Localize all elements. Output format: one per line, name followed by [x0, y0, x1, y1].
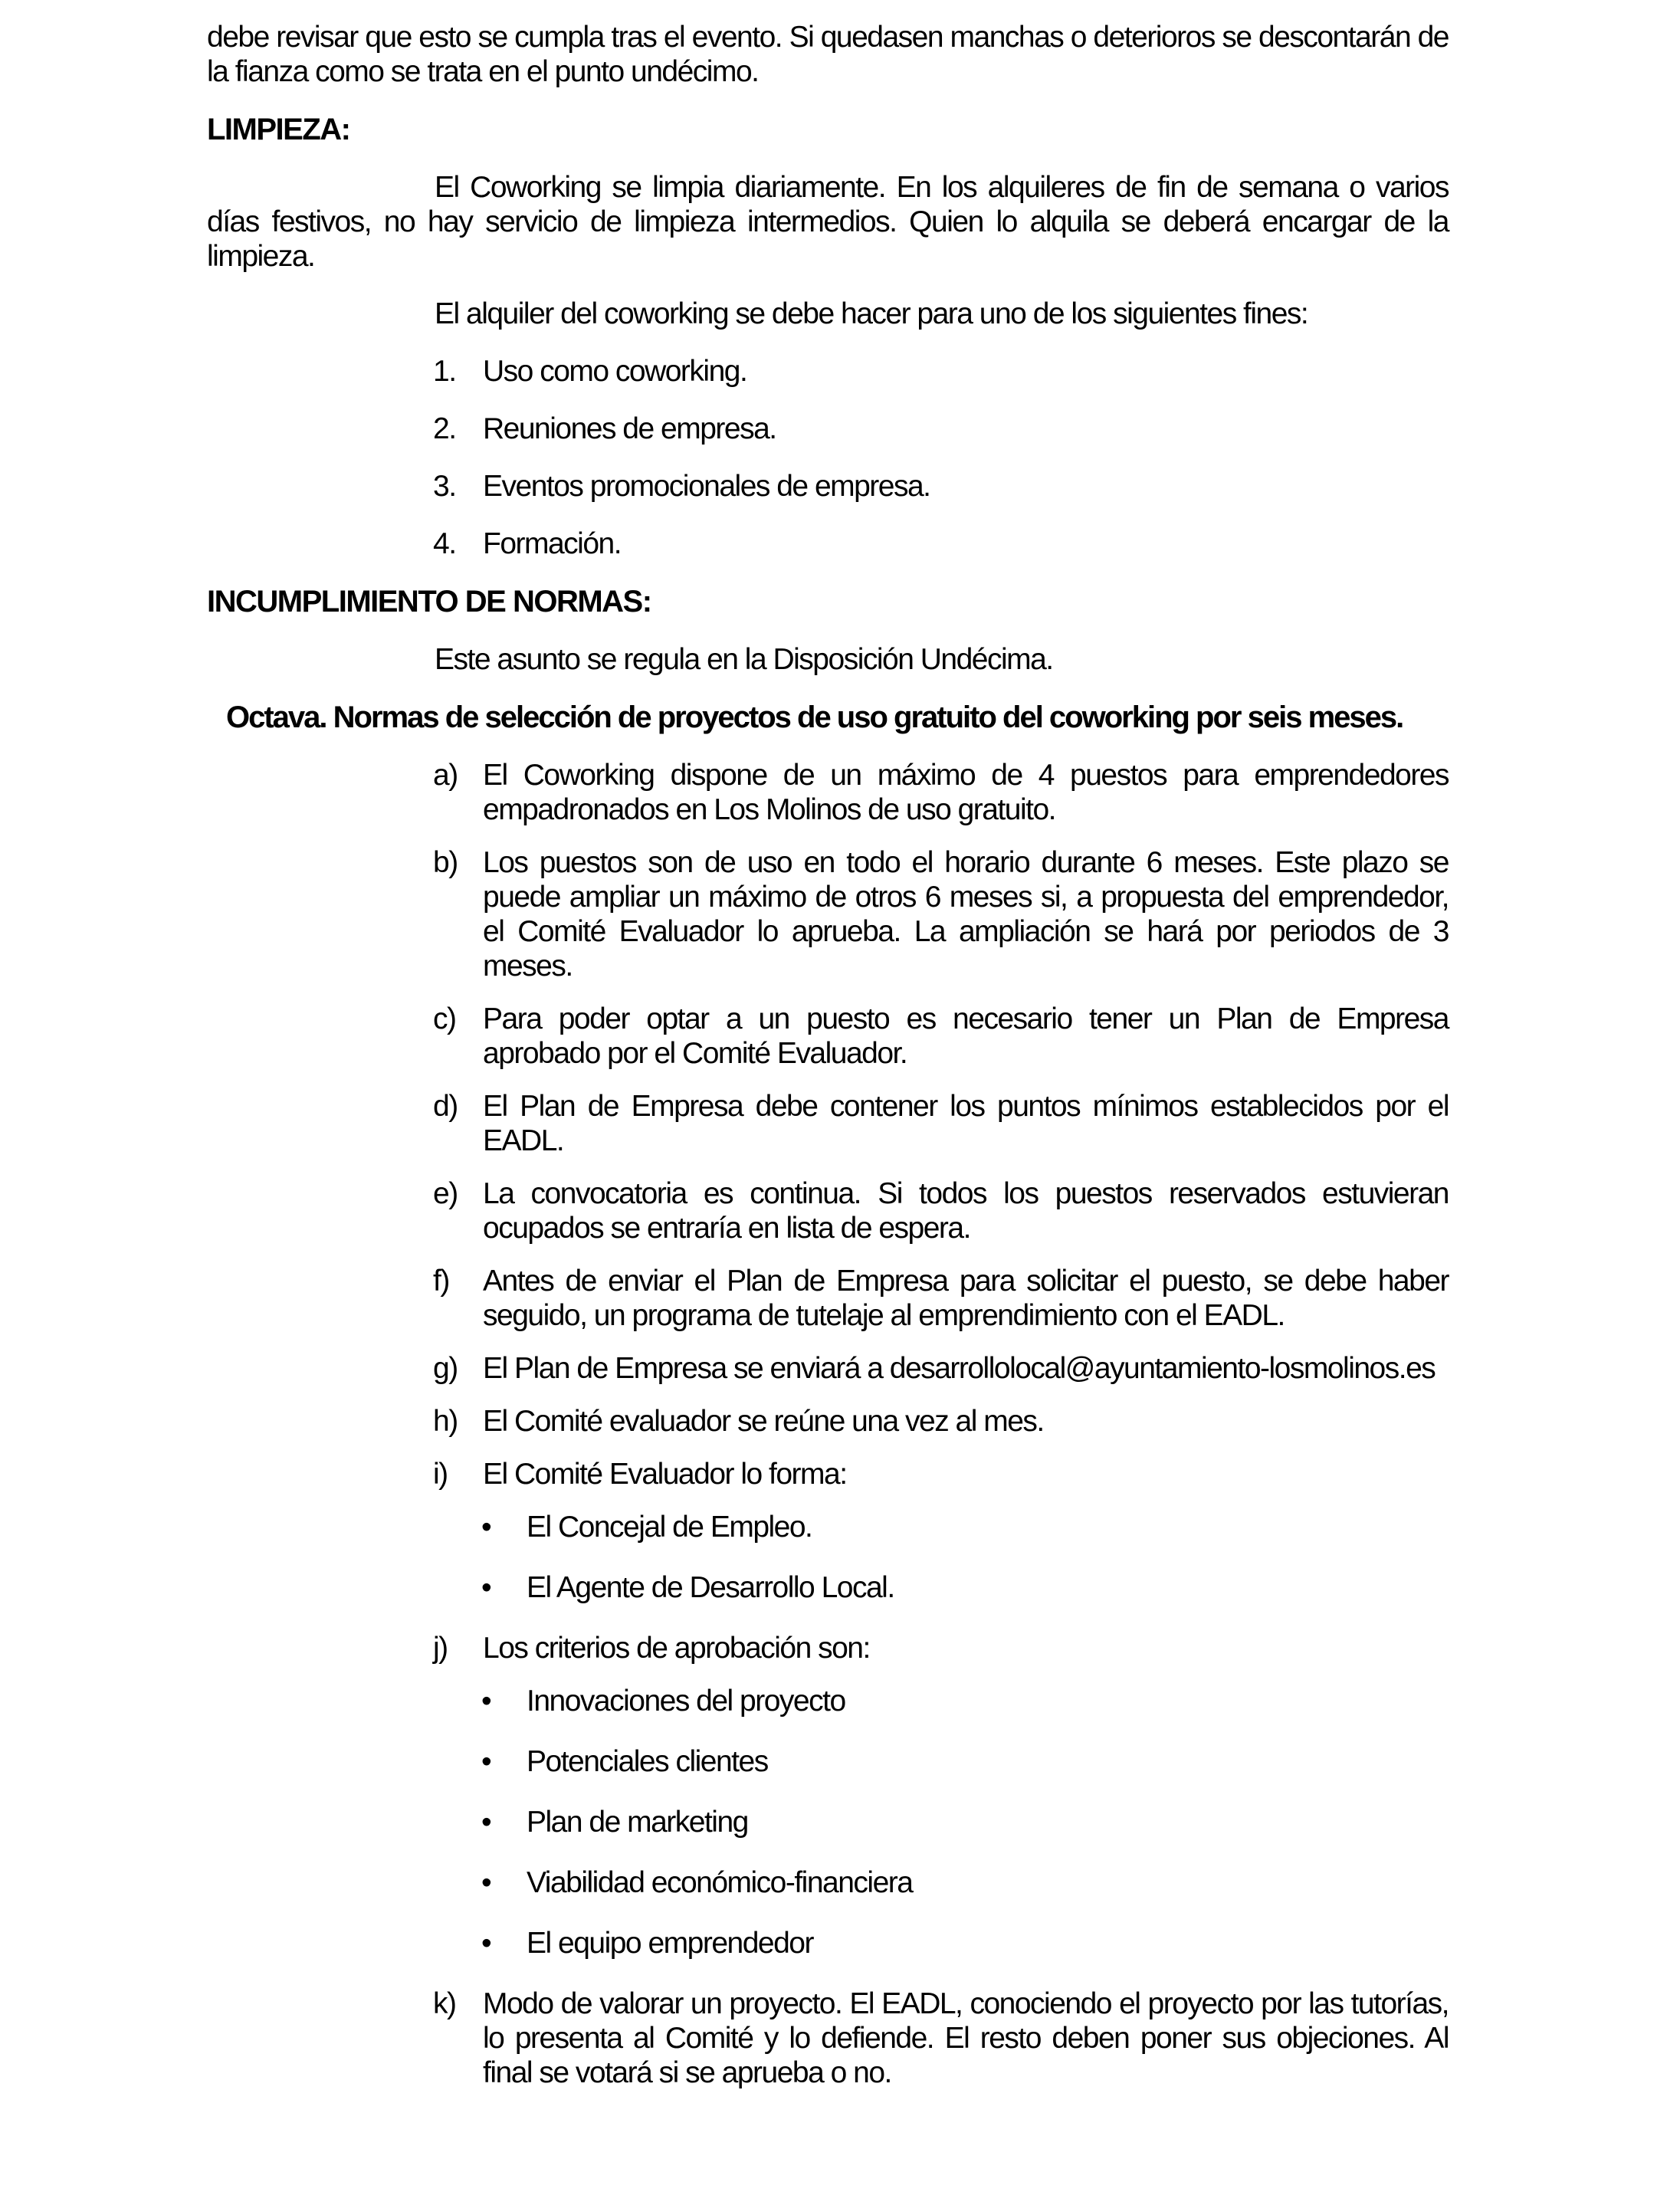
letter-item-text: Para poder optar a un puesto es necesario tener un Plan de Empresa aprobado por el Comité Evaluador.: [483, 1002, 1449, 1070]
letter-item-marker: d): [433, 1090, 458, 1123]
numbered-item-1: [207, 354, 1449, 389]
numbered-item-text: Formación.: [483, 527, 622, 560]
bullet-item-agente: [207, 1570, 1449, 1605]
letter-item-i: [207, 1457, 1449, 1491]
bullet-icon: •: [481, 1571, 491, 1604]
numbered-item-text: Eventos promocionales de empresa.: [483, 470, 930, 503]
letter-item-text: El Comité Evaluador lo forma:: [483, 1458, 847, 1491]
letter-item-c: [207, 1002, 1449, 1071]
paragraph-incumplimiento-body: Este asunto se regula en la Disposición Undécima.: [435, 643, 1053, 676]
letter-item-j: [207, 1631, 1449, 1665]
letter-item-marker: i): [433, 1458, 448, 1491]
bullet-item-text: Plan de marketing: [527, 1806, 748, 1839]
bullet-item-text: Potenciales clientes: [527, 1745, 768, 1778]
letter-item-a: [207, 758, 1449, 827]
letter-item-text: Antes de enviar el Plan de Empresa para solicitar el puesto, se debe haber seguido, un programa de tutelaje al emprendimiento con el EADL.: [483, 1265, 1449, 1332]
letter-item-text: El Plan de Empresa se enviará a desarrollolocal@ayuntamiento-losmolinos.es: [483, 1352, 1436, 1385]
numbered-item-3: [207, 469, 1449, 504]
letter-item-marker: k): [433, 1987, 456, 2020]
letter-item-marker: e): [433, 1177, 458, 1210]
letter-item-text: Los criterios de aprobación son:: [483, 1632, 870, 1665]
numbered-item-text: Reuniones de empresa.: [483, 412, 776, 445]
bullet-item-text: Innovaciones del proyecto: [527, 1685, 845, 1718]
numbered-item-marker: 4.: [433, 527, 456, 560]
paragraph-continuation: debe revisar que esto se cumpla tras el evento. Si quedasen manchas o deterioros se descontarán de la fianza como se trata en el punto undécimo.: [207, 21, 1449, 88]
bullet-item-text: El Agente de Desarrollo Local.: [527, 1571, 894, 1604]
letter-item-marker: a): [433, 759, 458, 792]
bullet-icon: •: [481, 1866, 491, 1899]
bullet-icon: •: [481, 1745, 491, 1778]
numbered-item-marker: 2.: [433, 412, 456, 445]
bullet-item-text: El Concejal de Empleo.: [527, 1511, 812, 1544]
numbered-item-marker: 1.: [433, 355, 456, 388]
letter-item-b: [207, 845, 1449, 983]
bullet-item-clientes: [207, 1744, 1449, 1779]
letter-item-text: El Comité evaluador se reúne una vez al mes.: [483, 1405, 1044, 1438]
bullet-item-viabilidad: [207, 1865, 1449, 1900]
bullet-icon: •: [481, 1806, 491, 1839]
letter-item-marker: g): [433, 1352, 458, 1385]
letter-item-e: [207, 1176, 1449, 1245]
letter-item-marker: c): [433, 1002, 456, 1035]
heading-octava: Octava. Normas de selección de proyectos de uso gratuito del coworking por seis meses.: [226, 700, 1403, 734]
heading-limpieza: LIMPIEZA:: [207, 113, 350, 146]
numbered-item-4: [207, 527, 1449, 561]
letter-item-marker: h): [433, 1405, 458, 1438]
letter-item-text: Los puestos son de uso en todo el horario durante 6 meses. Este plazo se puede ampliar un máximo de otros 6 meses si, a propuesta del emprendedor, el Comité Evaluador lo aprueba. La ampliación se hará por periodos de 3 meses.: [483, 846, 1449, 983]
bullet-icon: •: [481, 1511, 491, 1544]
letter-item-text: La convocatoria es continua. Si todos los puestos reservados estuvieran ocupados se entraría en lista de espera.: [483, 1177, 1449, 1245]
letter-item-marker: f): [433, 1265, 449, 1298]
letter-item-f: [207, 1264, 1449, 1333]
paragraph-fines-intro: El alquiler del coworking se debe hacer para uno de los siguientes fines:: [435, 297, 1308, 330]
letter-item-k: [207, 1987, 1449, 2090]
bullet-icon: •: [481, 1927, 491, 1960]
letter-item-h: [207, 1404, 1449, 1439]
bullet-item-equipo: [207, 1926, 1449, 1960]
heading-incumplimiento: INCUMPLIMIENTO DE NORMAS:: [207, 585, 651, 618]
letter-item-text: Modo de valorar un proyecto. El EADL, conociendo el proyecto por las tutorías, lo presenta al Comité y lo defiende. El resto deben poner sus objeciones. Al final se votará si se aprueba o no.: [483, 1987, 1449, 2089]
letter-item-g: [207, 1351, 1449, 1386]
bullet-item-marketing: [207, 1805, 1449, 1839]
numbered-item-marker: 3.: [433, 470, 456, 503]
letter-item-text: El Plan de Empresa debe contener los puntos mínimos establecidos por el EADL.: [483, 1090, 1449, 1157]
letter-item-marker: b): [433, 846, 458, 879]
letter-item-d: [207, 1089, 1449, 1158]
bullet-item-innovaciones: [207, 1684, 1449, 1718]
bullet-item-text: El equipo emprendedor: [527, 1927, 813, 1960]
bullet-icon: •: [481, 1685, 491, 1718]
letter-item-text: El Coworking dispone de un máximo de 4 puestos para emprendedores empadronados en Los Molinos de uso gratuito.: [483, 759, 1449, 826]
numbered-item-text: Uso como coworking.: [483, 355, 747, 388]
paragraph-limpieza-body: El Coworking se limpia diariamente. En los alquileres de fin de semana o varios días festivos, no hay servicio de limpieza intermedios. Quien lo alquila se deberá encargar de la limpieza.: [207, 171, 1449, 273]
numbered-item-2: [207, 412, 1449, 446]
letter-item-marker: j): [433, 1632, 448, 1665]
bullet-item-concejal: [207, 1510, 1449, 1544]
bullet-item-text: Viabilidad económico-financiera: [527, 1866, 913, 1899]
